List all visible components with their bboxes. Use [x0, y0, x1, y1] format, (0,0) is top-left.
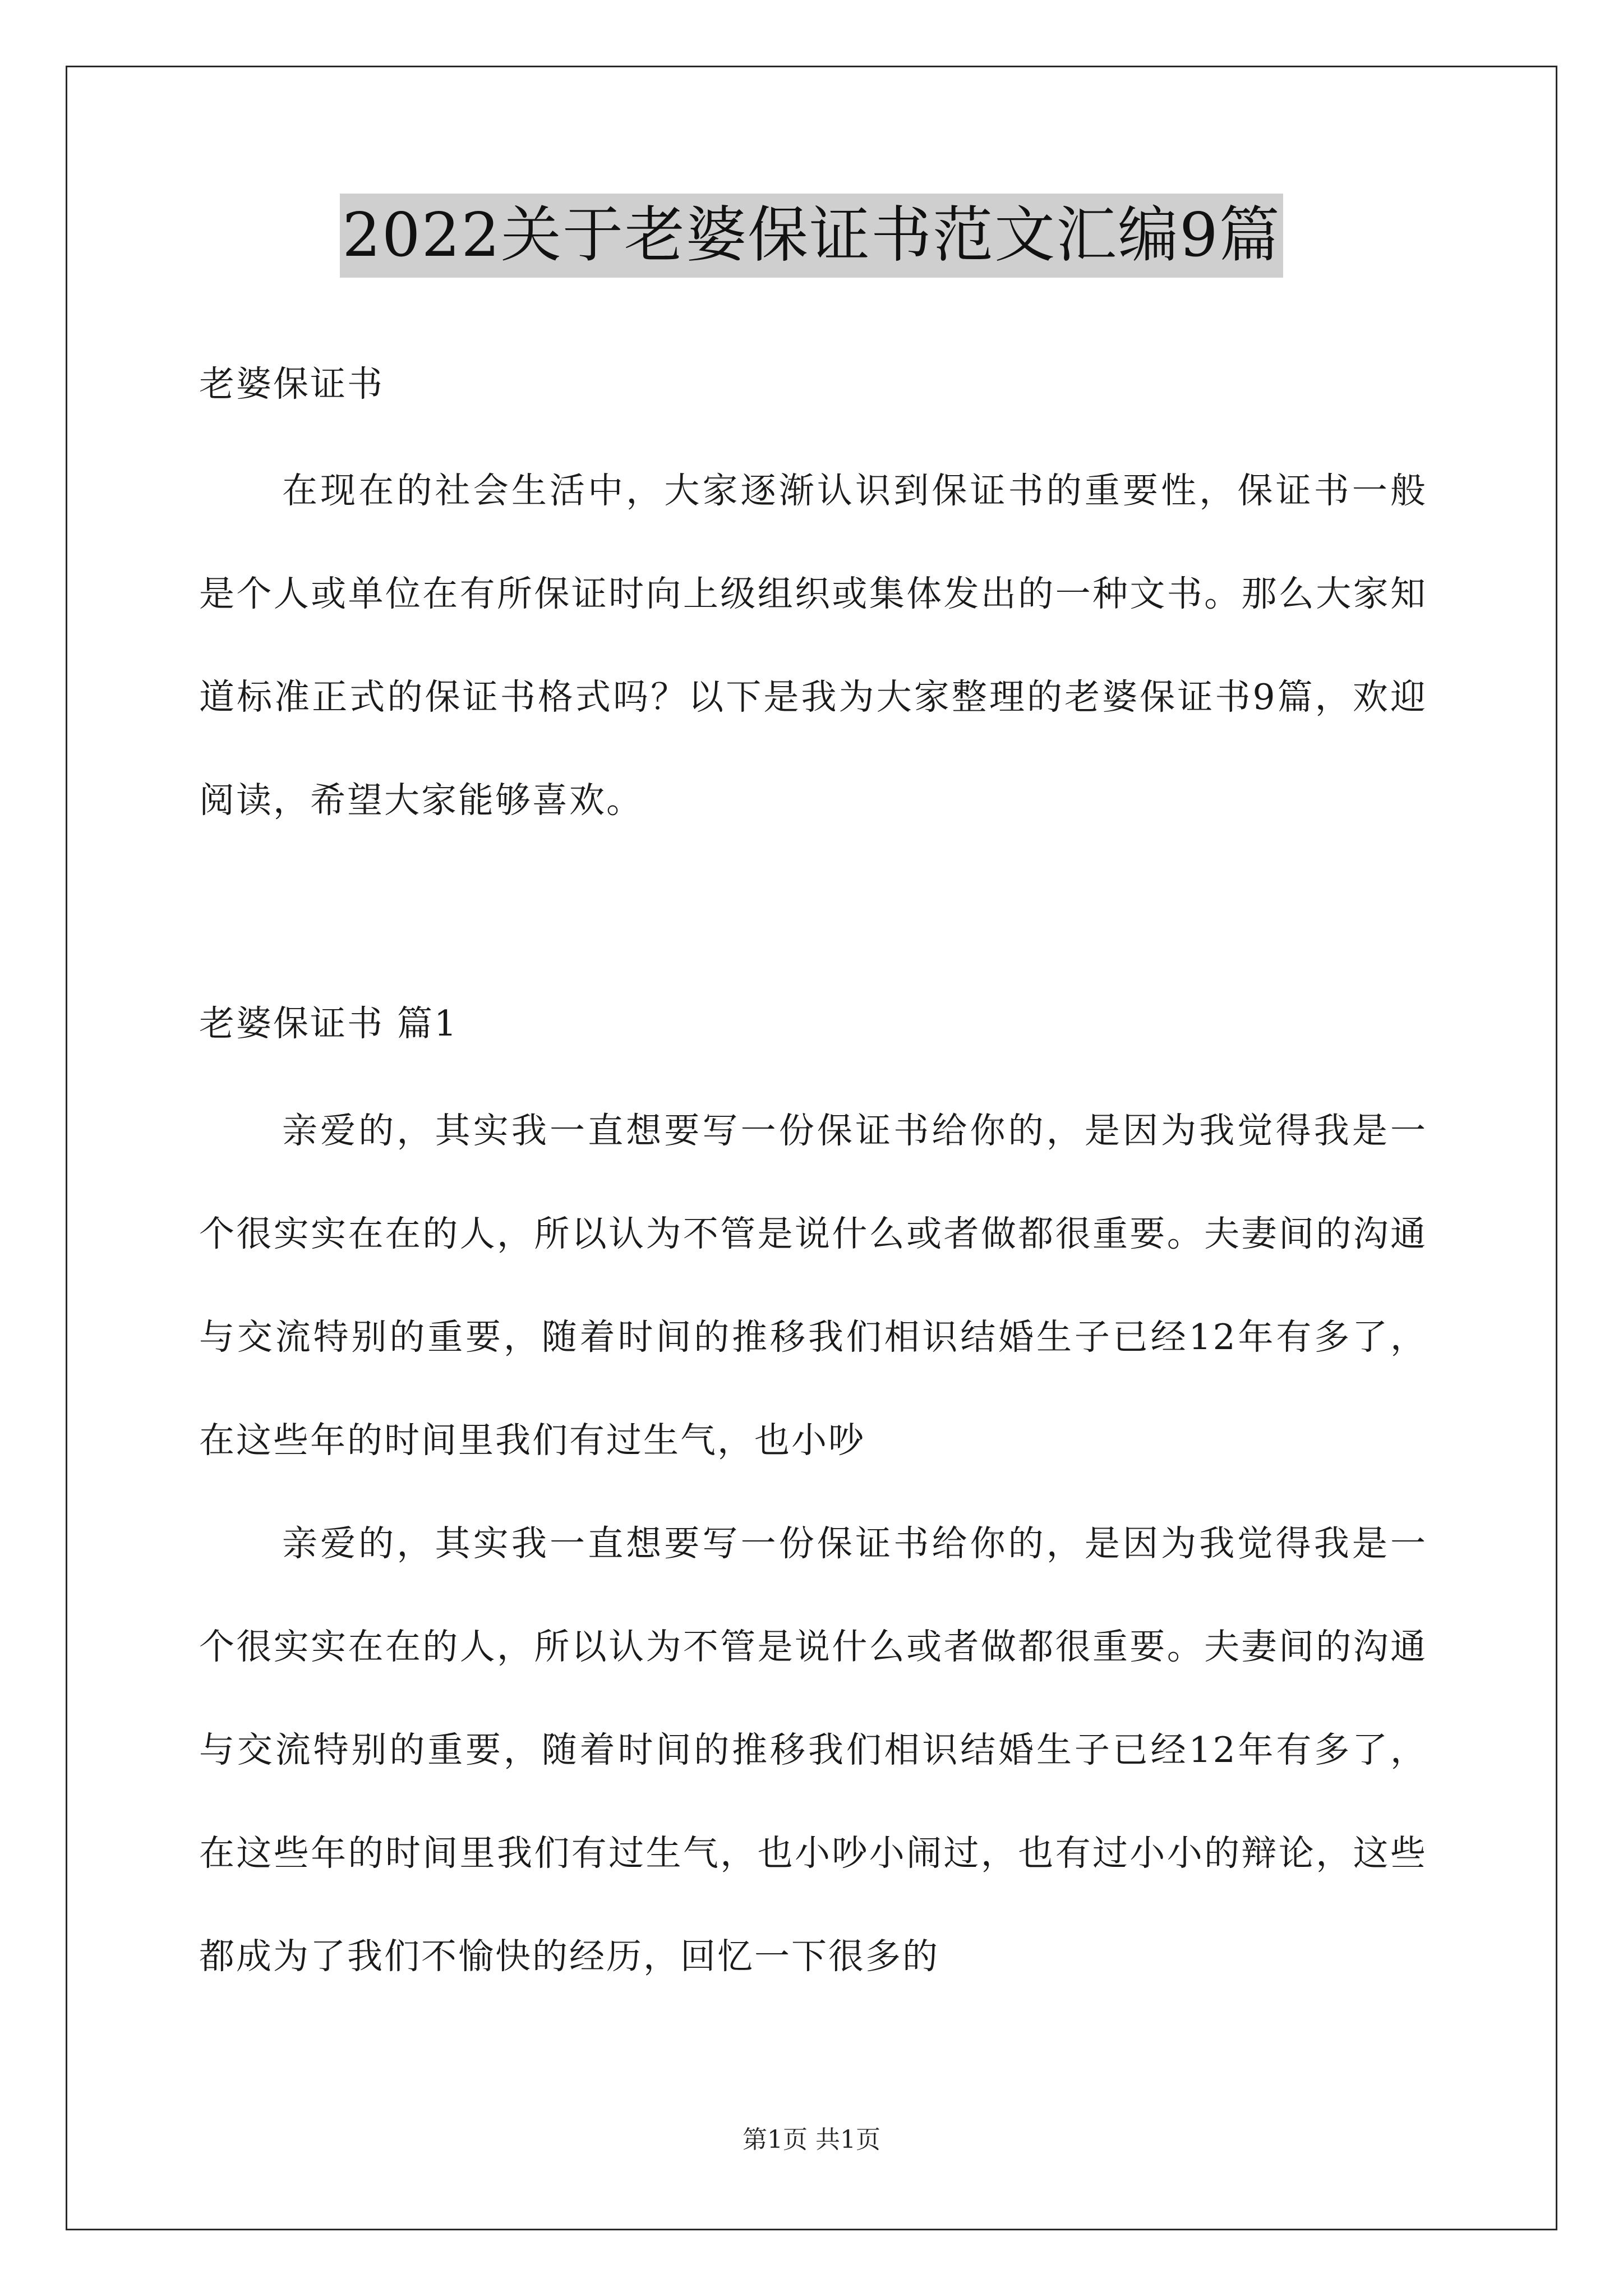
intro-heading: 老婆保证书	[199, 364, 384, 404]
document-title: 2022关于老婆保证书范文汇编9篇	[340, 194, 1283, 278]
section-heading: 老婆保证书 篇1	[199, 1003, 459, 1044]
body-paragraph: 亲爱的，其实我一直想要写一份保证书给你的，是因为我觉得我是一个很实实在在的人，所以认为不管是说什么或者做都很重要。夫妻间的沟通与交流特别的重要，随着时间的推移我们相识结婚生子已经12年有多了，在这些年的时间里我们有过生气，也小吵	[199, 1110, 1427, 1461]
intro-paragraph: 在现在的社会生活中，大家逐渐认识到保证书的重要性，保证书一般是个人或单位在有所保证时向上级组织或集体发出的一种文书。那么大家知道标准正式的保证书格式吗？以下是我为大家整理的老婆保证书9篇，欢迎阅读，希望大家能够喜欢。	[199, 470, 1427, 821]
body-paragraph: 亲爱的，其实我一直想要写一份保证书给你的，是因为我觉得我是一个很实实在在的人，所以认为不管是说什么或者做都很重要。夫妻间的沟通与交流特别的重要，随着时间的推移我们相识结婚生子已经12年有多了，在这些年的时间里我们有过生气，也小吵小闹过，也有过小小的辩论，这些都成为了我们不愉快的经历，回忆一下很多的	[199, 1523, 1427, 1977]
page-footer: 第1页 共1页	[743, 2125, 880, 2154]
title-container	[0, 194, 1623, 278]
